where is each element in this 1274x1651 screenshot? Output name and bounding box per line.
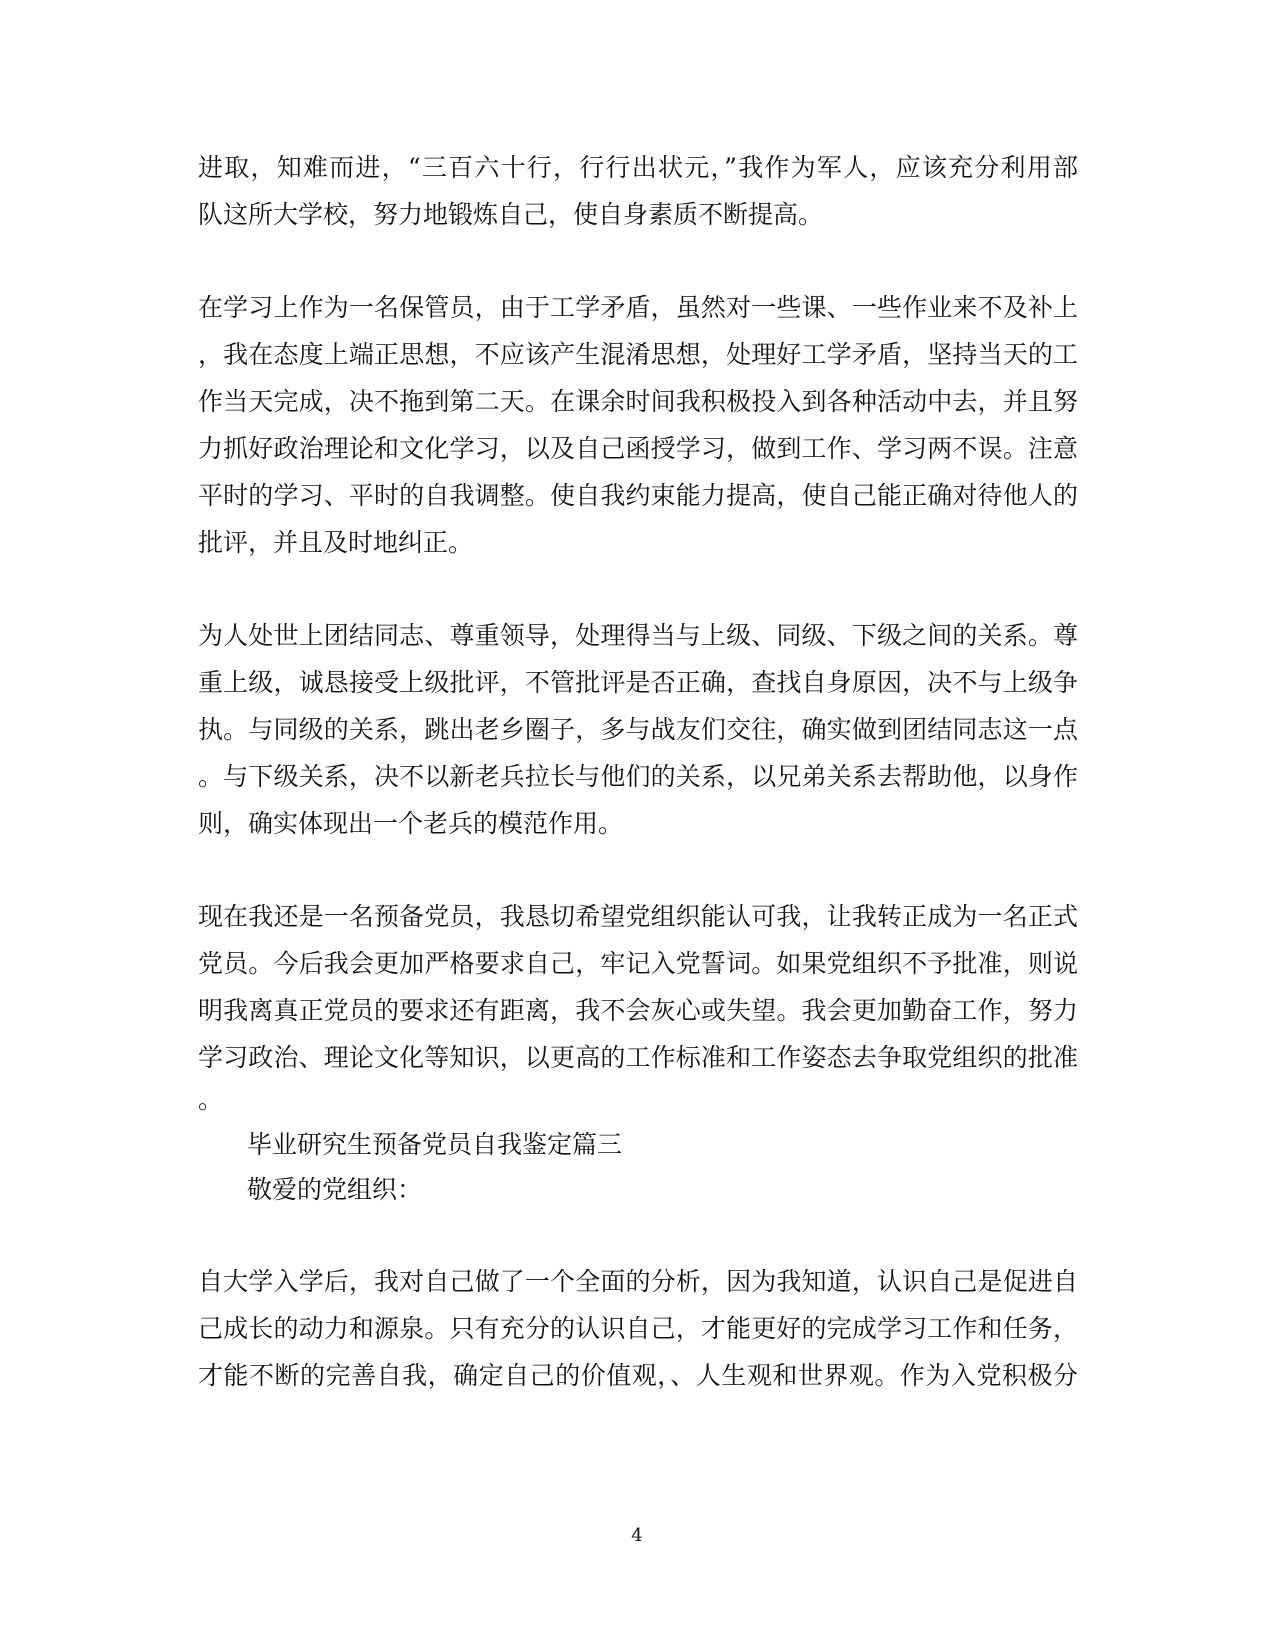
paragraph-line: 在学习上作为一名保管员，由于工学矛盾，虽然对一些课、一些作业来不及补上	[198, 293, 1078, 322]
paragraph-line: ，我在态度上端正思想，不应该产生混淆思想，处理好工学矛盾，坚持当天的工	[198, 340, 1078, 369]
page-number: 4	[631, 1525, 643, 1546]
paragraph-line: 批评，并且及时地纠正。	[198, 528, 474, 557]
paragraph-line: 党员。今后我会更加严格要求自己，牢记入党誓词。如果党组织不予批准，则说	[198, 949, 1078, 978]
paragraph-line: 现在我还是一名预备党员，我恳切希望党组织能认可我，让我转正成为一名正式	[198, 902, 1078, 931]
paragraph-line: 平时的学习、平时的自我调整。使自我约束能力提高，使自己能正确对待他人的	[198, 481, 1078, 510]
paragraph-line: 。	[198, 1085, 224, 1114]
paragraph-line: 。与下级关系，决不以新老兵拉长与他们的关系，以兄弟关系去帮助他，以身作	[198, 762, 1078, 791]
salutation: 敬爱的党组织：	[247, 1175, 423, 1204]
paragraph-line: 明我离真正党员的要求还有距离，我不会灰心或失望。我会更加勤奋工作，努力	[198, 996, 1078, 1025]
paragraph-line: 执。与同级的关系，跳出老乡圈子，多与战友们交往，确实做到团结同志这一点	[198, 715, 1078, 744]
paragraph-line: 重上级，诚恳接受上级批评，不管批评是否正确，查找自身原因，决不与上级争	[198, 668, 1078, 697]
paragraph-line: 队这所大学校，努力地锻炼自己，使自身素质不断提高。	[198, 200, 824, 229]
paragraph-line: 则，确实体现出一个老兵的模范作用。	[198, 809, 624, 838]
paragraph-line: 力抓好政治理论和文化学习，以及自己函授学习，做到工作、学习两不误。注意	[198, 434, 1078, 463]
paragraph-line: 为人处世上团结同志、尊重领导，处理得当与上级、同级、下级之间的关系。尊	[198, 621, 1078, 650]
paragraph-line: 作当天完成，决不拖到第二天。在课余时间我积极投入到各种活动中去，并且努	[198, 387, 1078, 416]
paragraph-line: 己成长的动力和源泉。只有充分的认识自己，才能更好的完成学习工作和任务，	[198, 1314, 1078, 1343]
paragraph-line: 自大学入学后，我对自己做了一个全面的分析，因为我知道，认识自己是促进自	[198, 1267, 1078, 1296]
paragraph-line: 学习政治、理论文化等知识，以更高的工作标准和工作姿态去争取党组织的批准	[198, 1043, 1078, 1072]
paragraph-line: 进取，知难而进，“三百六十行，行行出状元，”我作为军人，应该充分利用部	[198, 153, 1078, 182]
paragraph-line: 才能不断的完善自我，确定自己的价值观，、人生观和世界观。作为入党积极分	[198, 1361, 1078, 1390]
section-heading: 毕业研究生预备党员自我鉴定篇三	[247, 1130, 623, 1159]
